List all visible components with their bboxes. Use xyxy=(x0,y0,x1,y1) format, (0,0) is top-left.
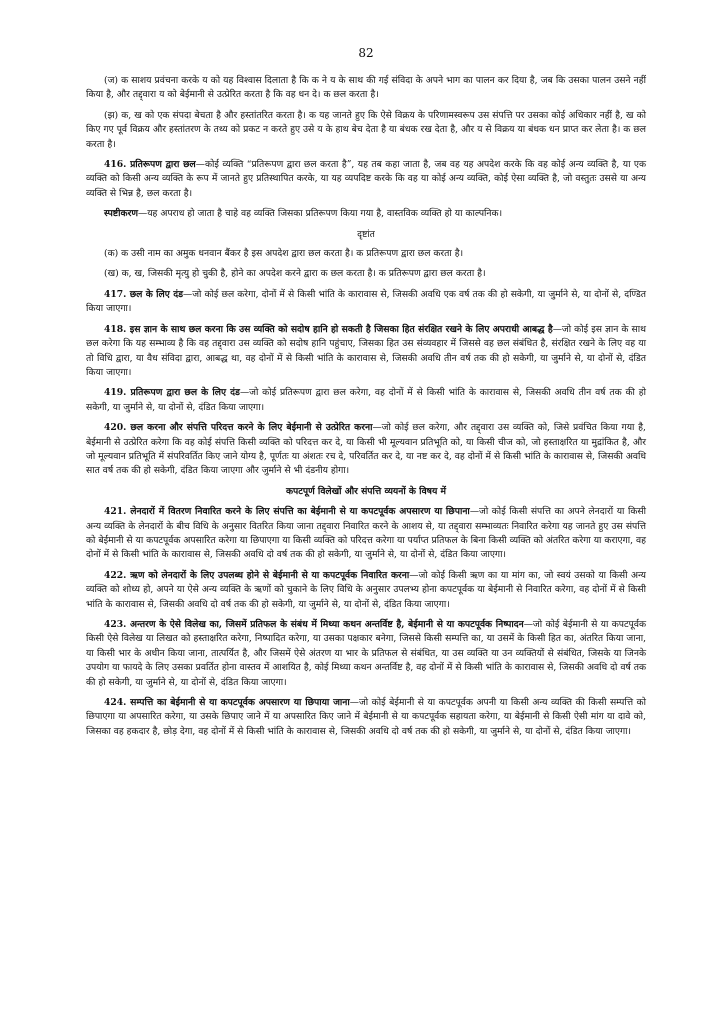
illustration-kh: (ख) क, ख, जिसकी मृत्यु हो चुकी है, होने का अपदेश करने द्वारा क छल करता है। क प्रतिरूपण द्वारा छल करता है। xyxy=(104,268,486,280)
illustrations-heading: दृष्टांत xyxy=(357,228,375,240)
explanation-body: —यह अपराध हो जाता है चाहे वह व्यक्ति जिसका प्रतिरूपण किया गया है, वास्तविक व्यक्ति हो या काल्पनिक। xyxy=(138,208,503,220)
section-418 xyxy=(86,323,646,381)
chapter-heading: कपटपूर्ण विलेखों और संपत्ति व्ययनों के विषय में xyxy=(285,485,447,497)
page-body xyxy=(86,74,646,745)
section-421 xyxy=(86,505,646,563)
section-424 xyxy=(86,696,646,739)
section-416-body: —कोई व्यक्ति “प्रतिरूपण द्वारा छल करता है”, यह तब कहा जाता है, जब वह यह अपदेश करके कि वह कोई अन्य व्यक्ति है, या एक व्यक्ति को किसी अन्य व्यक्ति के रूप में जानते हुए प्रतिस्थापित करके, या यह व्यपदिष्ट करके कि वह या कोई अन्य व्यक्ति, कोई ऐसा व्यक्ति है, जो वस्तुतः उससे या अन्य व्यक्ति से भिन्न है, छल करता है। xyxy=(86,159,647,199)
section-424-body: —जो कोई बेईमानी से या कपटपूर्वक अपनी या किसी अन्य व्यक्ति की किसी सम्पत्ति को छिपाएगा या अपसारित करेगा, या उसके छिपाए जाने में या अपसारित किए जाने में बेईमानी से या कपटपूर्वक सहायता करेगा, या बेईमानी से किसी ऐसी मांग या दावे को, जिसका वह हकदार है, छोड़ देगा, वह दोनों में से किसी भांति के कारावास से, जिसकी अवधि दो वर्ष तक की हो सकेगी, या जुर्माने से, या दोनों से, दंडित किया जाएगा। xyxy=(86,697,646,737)
section-421-body: —जो कोई किसी संपत्ति का अपने लेनदारों या किसी अन्य व्यक्ति के लेनदारों के बीच विधि के अनुसार वितरित किया जाना तद्द्वारा निवारित करने के आशय से, या तद्द्वारा सम्भाव्यतः निवारित करेगा यह जानते हुए उस संपत्ति को बेईमानी से या कपटपूर्वक अपसारित करेगा या छिपाएगा या किसी व्यक्ति को परिदत्त करेगा या पर्याप्त प्रतिफल के बिना किसी व्यक्ति को अंतरित करेगा या कराएगा, वह दोनों में से किसी भांति के कारावास से, जिसकी अवधि दो वर्ष तक की हो सकेगी, या जुर्माने से, या दोनों से, दंडित किया जाएगा। xyxy=(86,506,647,561)
illustration-jh: (झ) क, ख को एक संपदा बेचता है और हस्तांतरित करता है। क यह जानते हुए कि ऐसे विक्रय के परिणामस्वरूप उस संपत्ति पर उसका कोई अधिकार नहीं है, ख को किए गए पूर्व विक्रय और हस्तांतरण के तथ्य को प्रकट न करते हुए उसे य के हाथ बेच देता है या बंधक रख देता है, और य से विक्रय या बंधक धन प्राप्त कर लेता है। क छल करता है। xyxy=(86,109,646,150)
section-416-title: 416. प्रतिरूपण द्वारा छल xyxy=(104,159,196,171)
illustration-k: (क) क उसी नाम का अमुक धनवान बैंकर है इस अपदेश द्वारा छल करता है। क प्रतिरूपण द्वारा छल करता है। xyxy=(104,248,464,260)
section-416 xyxy=(86,158,646,201)
page-number: 82 xyxy=(358,46,374,60)
section-423-title: 423. अन्तरण के ऐसे विलेख का, जिसमें प्रतिफल के संबंध में मिथ्या कथन अन्तर्विष्ट है, बेईमानी से या कपटपूर्वक निष्पादन xyxy=(104,619,524,630)
section-420-body: —जो कोई छल करेगा, और तद्द्वारा उस व्यक्ति को, जिसे प्रवंचित किया गया है, बेईमानी से उत्प्रेरित करेगा कि वह कोई संपत्ति किसी व्यक्ति को परिदत्त कर दे, या किसी भी मूल्यवान प्रतिभूति को, या किसी चीज को, जो हस्ताक्षरित या मुद्रांकित है, और जो मूल्यवान प्रतिभूति में संपरिवर्तित किए जाने योग्य है, पूर्णतः या अंशतः रच दे, परिवर्तित कर दे, या नष्ट कर दे, वह दोनों में से किसी भांति के कारावास से, जिसकी अवधि सात वर्ष तक की हो सकेगी, दंडित किया जाएगा और जुर्माने से भी दंडनीय होगा। xyxy=(86,422,646,477)
section-420-title: 420. छल करना और संपत्ति परिदत्त करने के लिए बेईमानी से उत्प्रेरित करना xyxy=(104,422,373,434)
section-419 xyxy=(86,386,646,415)
section-421-title: 421. लेनदारों में वितरण निवारित करने के लिए संपत्ति का बेईमानी से या कपटपूर्वक अपसारण या छिपाना xyxy=(104,506,470,518)
section-417-title: 417. छल के लिए दंड xyxy=(104,288,184,300)
section-419-title: 419. प्रतिरूपण द्वारा छल के लिए दंड xyxy=(104,387,240,399)
section-420 xyxy=(86,421,646,479)
section-423-body: —जो कोई बेईमानी से या कपटपूर्वक किसी ऐसे विलेख या लिखत को हस्ताक्षरित करेगा, निष्पादित करेगा, या उसका पक्षकार बनेगा, जिससे किसी सम्पत्ति का, या उसमें के किसी हित का, अंतरित किया जाना, या किसी भार के अधीन किया जाना, तात्पर्यित है, और जिसमें ऐसे अंतरण या भार के प्रतिफल से संबंधित, या उस व्यक्ति या उन व्यक्तियों से संबंधित, जिसके या जिनके उपयोग या फायदे के लिए उसका प्रवर्तित होना वास्तव में आशयित है, कोई मिथ्या कथन अन्तर्विष्ट है, वह दोनों में से किसी भांति के कारावास से, जिसकी अवधि दो वर्ष तक की हो सकेगी, या जुर्माने से, या दोनों से, दंडित किया जाएगा। xyxy=(86,619,647,688)
section-417 xyxy=(86,288,646,317)
explanation-title: स्पष्टीकरण xyxy=(104,208,138,220)
section-422-title: 422. ऋण को लेनदारों के लिए उपलब्ध होने से बेईमानी से या कपटपूर्वक निवारित करना xyxy=(104,569,410,581)
illustration-j: (ज) क साशय प्रवंचना करके य को यह विश्वास दिलाता है कि क ने य के साथ की गई संविदा के अपने भाग का पालन कर दिया है, जब कि उसका पालन उसने नहीं किया है, और तद्द्वारा य को बेईमानी से उत्प्रेरित करता है कि वह धन दे। क छल करता है। xyxy=(86,75,646,101)
explanation xyxy=(86,207,646,221)
section-419-body: —जो कोई प्रतिरूपण द्वारा छल करेगा, वह दोनों में से किसी भांति के कारावास से, जिसकी अवधि तीन वर्ष तक की हो सकेगी, या जुर्माने से, या दोनों से, दंडित किया जाएगा। xyxy=(86,387,646,413)
section-418-title: 418. इस ज्ञान के साथ छल करना कि उस व्यक्ति को सदोष हानि हो सकती है जिसका हित संरक्षित रखने के लिए अपराधी आबद्ध है xyxy=(104,323,553,335)
section-422-body: —जो कोई किसी ऋण का या मांग का, जो स्वयं उसको या किसी अन्य व्यक्ति को शोध्य हो, अपने या ऐसे अन्य व्यक्ति के ऋणों को चुकाने के लिए विधि के अनुसार उपलभ्य होना कपटपूर्वक या बेईमानी से निवारित करेगा, वह दोनों में से किसी भांति के कारावास से, जिसकी अवधि दो वर्ष तक की हो सकेगी, या जुर्माने से, या दोनों से, दंडित किया जाएगा। xyxy=(86,569,646,610)
section-422 xyxy=(86,569,646,612)
section-418-body: —जो कोई इस ज्ञान के साथ छल करेगा कि यह सम्भाव्य है कि वह तद्द्वारा उस व्यक्ति को सदोष हानि पहुंचाए, जिसका हित उस संव्यवहार में जिससे वह छल संबंधित है, संरक्षित रखने के लिए वह या तो विधि द्वारा, या वैध संविदा द्वारा, आबद्ध था, वह दोनों में से किसी भांति के कारावास से, जिसकी अवधि तीन वर्ष तक की हो सकेगी, या जुर्माने से, या दोनों से, दंडित किया जाएगा। xyxy=(86,323,646,378)
section-417-body: —जो कोई छल करेगा, दोनों में से किसी भांति के कारावास से, जिसकी अवधि एक वर्ष तक की हो सकेगी, या जुर्माने से, या दोनों से, दण्डित किया जाएगा। xyxy=(86,288,646,315)
section-423 xyxy=(86,618,646,690)
section-424-title: 424. सम्पत्ति का बेईमानी से या कपटपूर्वक अपसारण या छिपाया जाना xyxy=(104,697,350,709)
